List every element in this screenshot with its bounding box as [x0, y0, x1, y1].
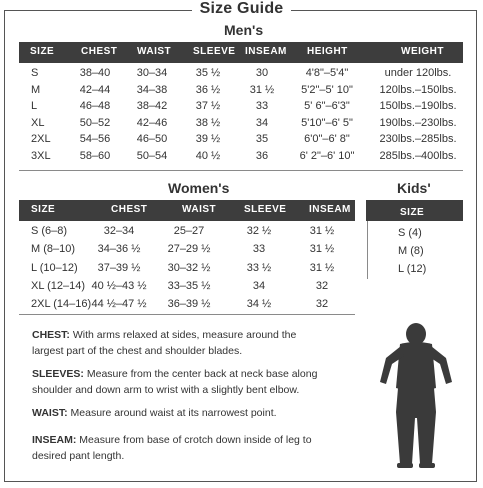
mens-cell-size: L: [31, 100, 38, 112]
mens-cell-weight: under 120lbs.: [384, 67, 452, 79]
womens-cell-chest: 34–36 ½: [97, 243, 141, 256]
mens-cell-waist: 34–38: [136, 83, 168, 96]
womens-cell-size: L (10–12): [31, 261, 78, 274]
mens-cell-inseam: 31 ½: [249, 83, 275, 96]
kids-header-size: SIZE: [400, 207, 425, 218]
mens-cell-sleeve: 37 ½: [195, 100, 221, 112]
kids-cell-size: L (12): [398, 263, 427, 275]
mens-cell-weight: 150lbs.–190lbs.: [379, 100, 457, 112]
mens-cell-size: S: [31, 67, 39, 79]
mens-title: Men's: [224, 22, 264, 38]
womens-cell-inseam: 32: [315, 279, 329, 292]
note-chest-text: With arms relaxed at sides, measure around the largest part of the chest and shoulder blades.: [32, 329, 297, 357]
womens-cell-inseam: 31 ½: [309, 261, 335, 274]
mens-cell-height: 4'8"–5'4": [305, 67, 349, 79]
mens-header-inseam: INSEAM: [245, 46, 287, 57]
womens-cell-size: S (6–8): [31, 225, 68, 237]
womens-cell-size: M (8–10): [31, 243, 76, 256]
womens-cell-chest: 32–34: [103, 225, 135, 237]
womens-cell-waist: 27–29 ½: [167, 243, 211, 256]
mens-cell-sleeve: 40 ½: [195, 149, 221, 162]
kids-title: Kids': [397, 180, 431, 196]
mens-cell-size: 3XL: [31, 149, 51, 162]
womens-cell-sleeve: 32 ½: [246, 225, 272, 237]
mens-cell-size: XL: [31, 116, 45, 129]
womens-cell-chest: 44 ½–47 ½: [91, 298, 147, 311]
womens-cell-sleeve: 34: [252, 279, 266, 292]
mens-cell-sleeve: 36 ½: [195, 83, 221, 96]
mens-header-sleeve: SLEEVE: [193, 46, 236, 57]
womens-cell-sleeve: 34 ½: [246, 298, 272, 311]
kids-cell-size: S (4): [398, 227, 422, 239]
kids-header-row: [366, 200, 463, 221]
mens-cell-weight: 190lbs.–230lbs.: [379, 116, 457, 129]
mens-cell-inseam: 34: [255, 116, 269, 129]
womens-cell-inseam: 32: [315, 298, 329, 311]
womens-cell-waist: 36–39 ½: [167, 298, 211, 311]
note-sleeves-term: SLEEVES:: [32, 368, 84, 380]
size-guide-title: Size Guide: [0, 0, 483, 18]
womens-header-size: SIZE: [31, 204, 56, 215]
mens-header-height: HEIGHT: [307, 46, 348, 57]
note-chest-term: CHEST:: [32, 329, 70, 341]
mens-cell-sleeve: 35 ½: [195, 67, 221, 79]
womens-header-sleeve: SLEEVE: [244, 204, 287, 215]
mens-cell-chest: 38–40: [79, 67, 111, 79]
womens-header-waist: WAIST: [182, 204, 217, 215]
womens-header-row: [19, 200, 355, 221]
mens-bottom-rule: [19, 170, 463, 171]
note-inseam: [32, 432, 322, 464]
mens-header-weight: WEIGHT: [401, 46, 444, 57]
mens-cell-waist: 46–50: [136, 133, 168, 145]
womens-cell-waist: 33–35 ½: [167, 279, 211, 292]
mens-cell-height: 5'2"–5' 10": [301, 83, 353, 96]
mens-cell-chest: 54–56: [79, 133, 111, 145]
mens-cell-weight: 120lbs.–150lbs.: [379, 83, 457, 96]
kids-divider: [367, 221, 368, 279]
mens-cell-height: 6'0"–6' 8": [304, 133, 350, 145]
womens-cell-chest: 40 ½–43 ½: [91, 279, 147, 292]
note-sleeves: [32, 366, 322, 398]
mens-cell-chest: 42–44: [79, 83, 111, 96]
mens-cell-size: M: [31, 83, 41, 96]
mens-cell-height: 5'10"–6' 5": [301, 116, 353, 129]
note-inseam-text: Measure from base of crotch down inside of leg to desired pant length.: [32, 434, 312, 462]
mens-cell-waist: 50–54: [136, 149, 168, 162]
womens-cell-waist: 25–27: [173, 225, 205, 237]
womens-cell-sleeve: 33: [252, 243, 266, 256]
mens-cell-sleeve: 39 ½: [195, 133, 221, 145]
womens-cell-size: XL (12–14): [31, 279, 86, 292]
note-sleeves-text: Measure from the center back at neck base along shoulder and down arm to wrist with a slightly bent elbow.: [32, 368, 318, 396]
mens-cell-chest: 46–48: [79, 100, 111, 112]
note-waist: [32, 405, 322, 421]
womens-header-inseam: INSEAM: [309, 204, 351, 215]
mens-cell-size: 2XL: [31, 133, 51, 145]
note-inseam-term: INSEAM:: [32, 434, 77, 446]
mens-cell-weight: 230lbs.–285lbs.: [379, 133, 457, 145]
mens-cell-inseam: 35: [255, 133, 269, 145]
mens-header-size: SIZE: [30, 46, 55, 57]
womens-cell-inseam: 31 ½: [309, 225, 335, 237]
womens-bottom-rule: [19, 314, 355, 315]
mens-cell-height: 5' 6"–6'3": [304, 100, 350, 112]
mens-header-row: [19, 42, 463, 63]
mens-cell-weight: 285lbs.–400lbs.: [379, 149, 457, 162]
womens-cell-chest: 37–39 ½: [97, 261, 141, 274]
mens-header-chest: CHEST: [81, 46, 118, 57]
note-chest: [32, 327, 322, 359]
womens-cell-inseam: 31 ½: [309, 243, 335, 256]
womens-header-chest: CHEST: [111, 204, 148, 215]
mens-header-waist: WAIST: [137, 46, 172, 57]
mens-cell-height: 6' 2"–6' 10": [299, 149, 355, 162]
womens-title: Women's: [168, 180, 230, 196]
mens-cell-inseam: 30: [255, 67, 269, 79]
mens-cell-chest: 58–60: [79, 149, 111, 162]
mens-cell-waist: 42–46: [136, 116, 168, 129]
mens-cell-waist: 30–34: [136, 67, 168, 79]
womens-cell-size: 2XL (14–16): [31, 298, 92, 311]
mens-cell-chest: 50–52: [79, 116, 111, 129]
mens-cell-waist: 38–42: [136, 100, 168, 112]
mens-cell-inseam: 33: [255, 100, 269, 112]
sweatsuit-figure-icon: [376, 322, 456, 477]
note-waist-text: Measure around waist at its narrowest point.: [70, 407, 277, 419]
kids-cell-size: M (8): [398, 245, 424, 257]
womens-cell-waist: 30–32 ½: [167, 261, 211, 274]
mens-cell-inseam: 36: [255, 149, 269, 162]
note-waist-term: WAIST:: [32, 407, 68, 419]
womens-cell-sleeve: 33 ½: [246, 261, 272, 274]
mens-cell-sleeve: 38 ½: [195, 116, 221, 129]
